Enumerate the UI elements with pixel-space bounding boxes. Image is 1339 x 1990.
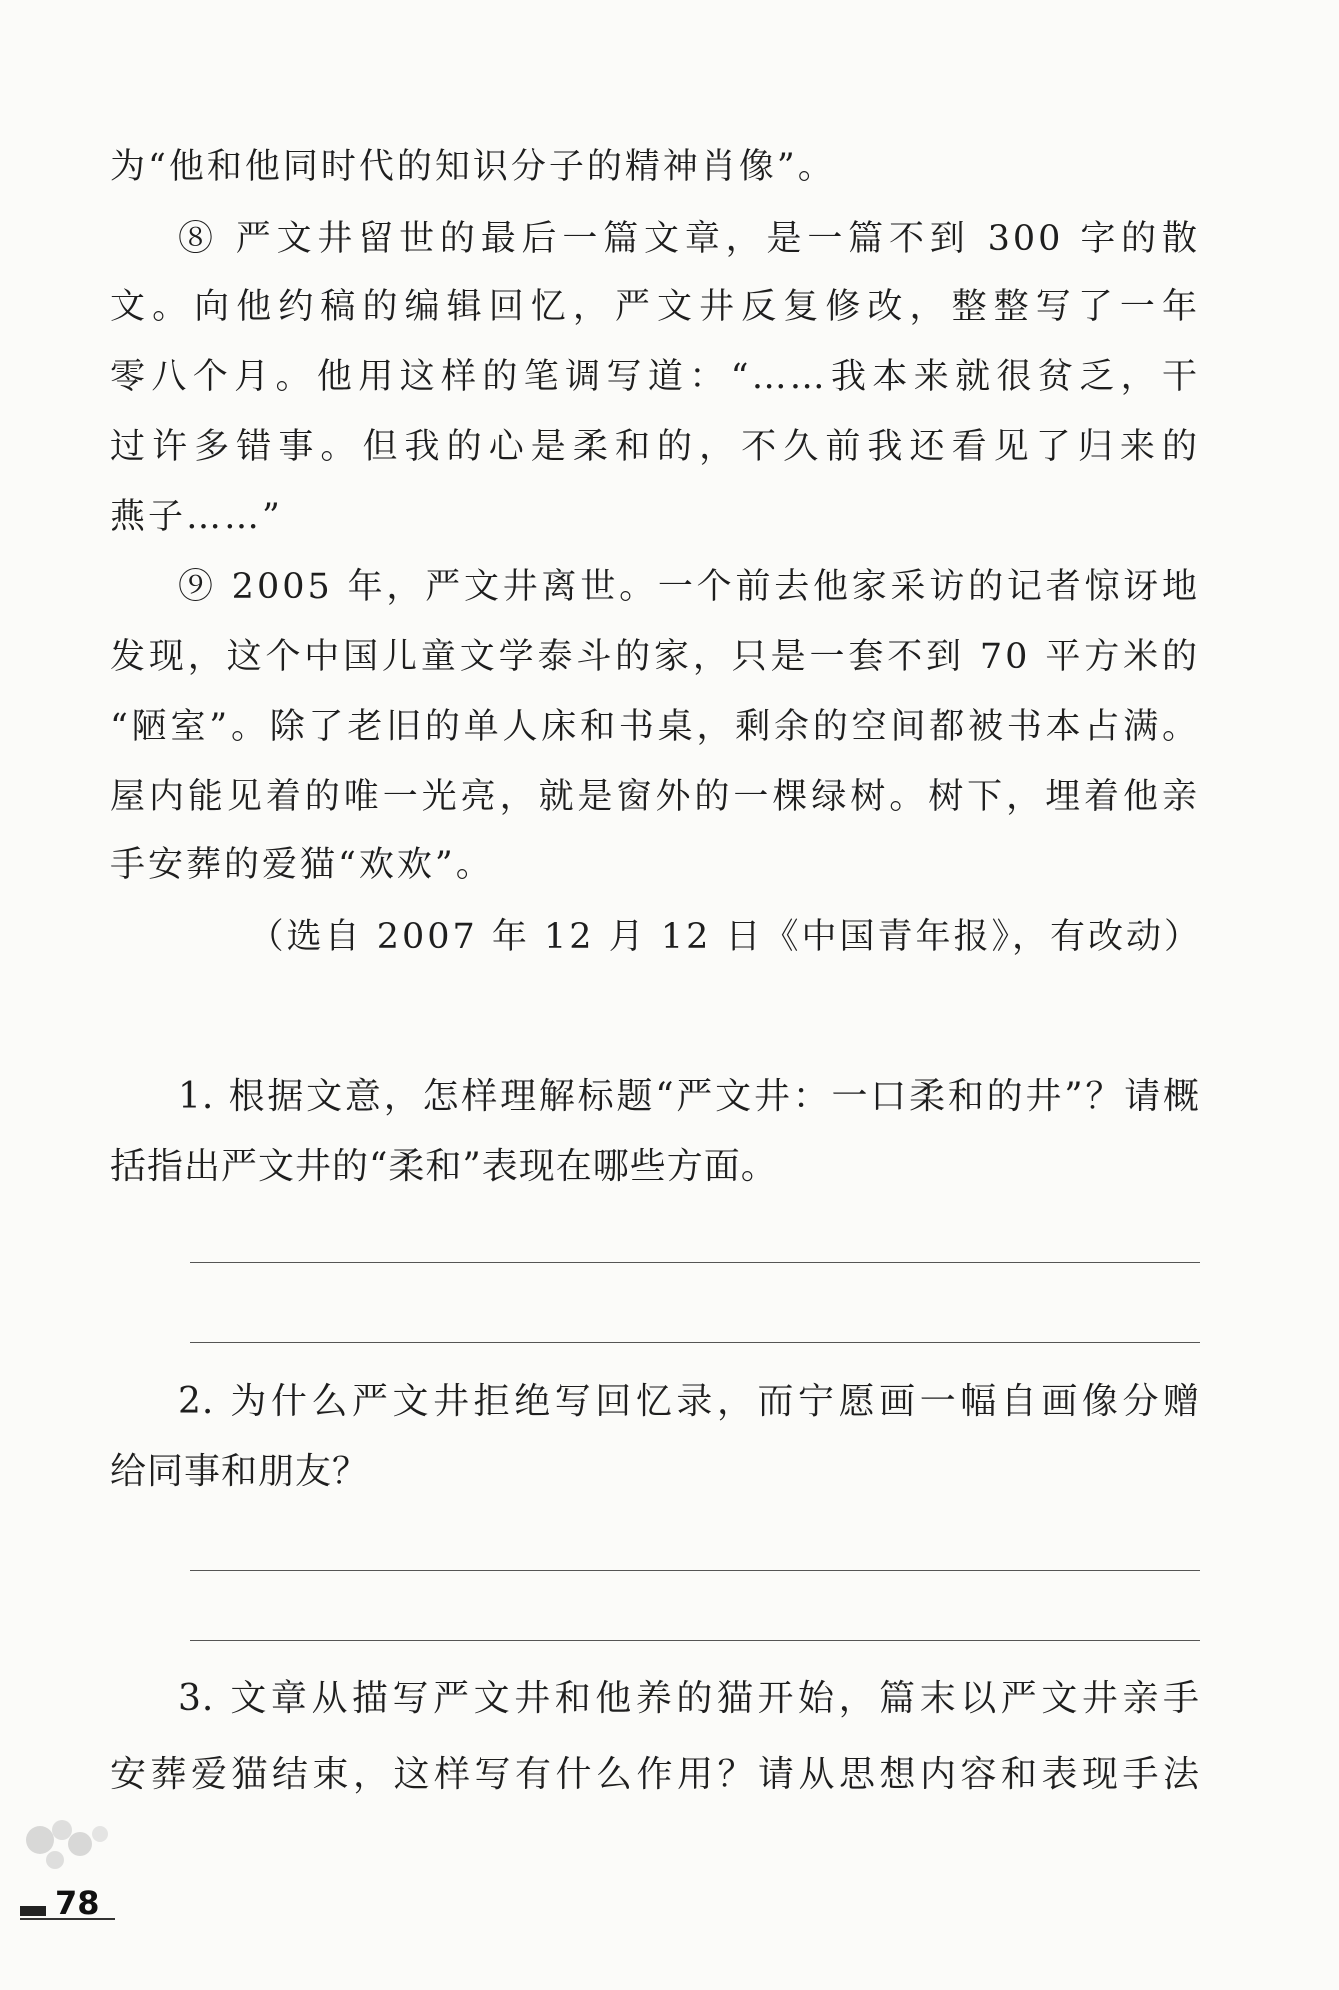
page-number-rule bbox=[20, 1918, 115, 1920]
paragraph-9-line: ⑨ 2005 年，严文井离世。一个前去他家采访的记者惊讶地 bbox=[178, 567, 1200, 607]
paragraph-8-line: 燕子……” bbox=[110, 497, 283, 537]
question-2-line: 给同事和朋友？ bbox=[110, 1451, 370, 1492]
answer-line[interactable] bbox=[190, 1262, 1200, 1263]
paragraph-9-line: 屋内能见着的唯一光亮，就是窗外的一棵绿树。树下，埋着他亲 bbox=[110, 777, 1200, 817]
question-1-line: 1. 根据文意，怎样理解标题“严文井：一口柔和的井”？请概 bbox=[178, 1076, 1200, 1117]
paragraph-8-line: 零八个月。他用这样的笔调写道：“……我本来就很贫乏，干 bbox=[110, 357, 1200, 397]
answer-line[interactable] bbox=[190, 1342, 1200, 1343]
paragraph-9-line: 发现，这个中国儿童文学泰斗的家，只是一套不到 70 平方米的 bbox=[110, 637, 1200, 677]
question-3-line: 3. 文章从描写严文井和他养的猫开始，篇末以严文井亲手 bbox=[178, 1678, 1200, 1719]
answer-line[interactable] bbox=[190, 1640, 1200, 1641]
page-number-marker bbox=[20, 1906, 46, 1916]
source-citation: （选自 2007 年 12 月 12 日《中国青年报》，有改动） bbox=[248, 917, 1202, 957]
question-1-line: 括指出严文井的“柔和”表现在哪些方面。 bbox=[110, 1146, 778, 1187]
paragraph-9-line: 手安葬的爱猫“欢欢”。 bbox=[110, 845, 494, 885]
decorative-corner-icon bbox=[20, 1810, 120, 1880]
answer-line[interactable] bbox=[190, 1570, 1200, 1571]
question-2-line: 2. 为什么严文井拒绝写回忆录，而宁愿画一幅自画像分赠 bbox=[178, 1381, 1200, 1422]
paragraph-9-line: “陋室”。除了老旧的单人床和书桌，剩余的空间都被书本占满。 bbox=[110, 707, 1200, 747]
question-3-line: 安葬爱猫结束，这样写有什么作用？请从思想内容和表现手法 bbox=[110, 1754, 1200, 1795]
paragraph-8-line: 过许多错事。但我的心是柔和的，不久前我还看见了归来的 bbox=[110, 427, 1200, 467]
paragraph-7-end: 为“他和他同时代的知识分子的精神肖像”。 bbox=[110, 147, 836, 187]
paragraph-8-line: 文。向他约稿的编辑回忆，严文井反复修改，整整写了一年 bbox=[110, 287, 1200, 327]
paragraph-8-line: ⑧ 严文井留世的最后一篇文章，是一篇不到 300 字的散 bbox=[178, 219, 1200, 259]
page-number: 78 bbox=[55, 1884, 100, 1922]
